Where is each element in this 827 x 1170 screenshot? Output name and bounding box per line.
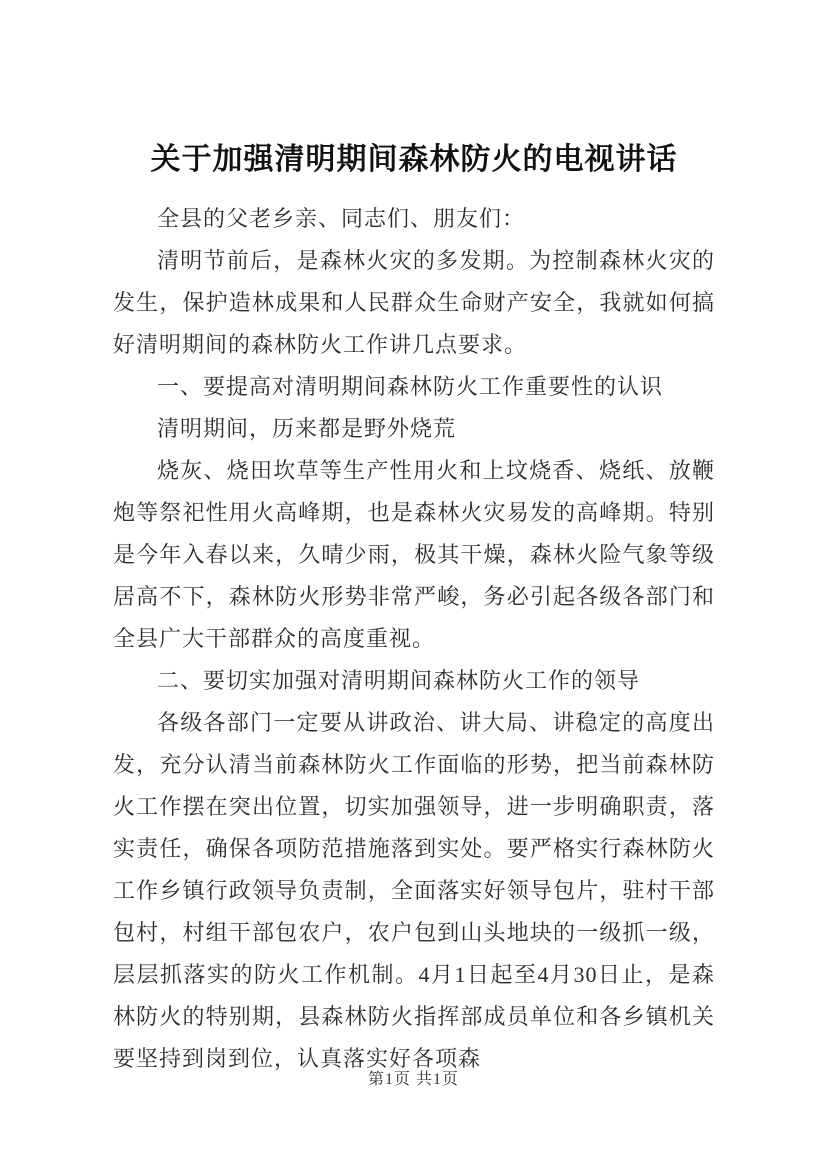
paragraph-section-1-lead: 清明期间，历来都是野外烧荒 — [157, 416, 457, 441]
page-number-label: 第1页 共1页 — [367, 1071, 459, 1088]
paragraph-intro: 清明节前后，是森林火灾的多发期。为控制森林火灾的发生，保护造林成果和人民群众生命财产安全，我就如何搞好清明期间的森林防火工作讲几点要求。 — [113, 248, 715, 357]
paragraph-section-1-heading: 一、要提高对清明期间森林防火工作重要性的认识 — [157, 374, 664, 399]
paragraph-salutation: 全县的父老乡亲、同志们、朋友们： — [157, 206, 526, 231]
paragraph-section-2-body: 各级各部门一定要从讲政治、讲大局、讲稳定的高度出发，充分认清当前森林防火工作面临的形势，把当前森林防火工作摆在突出位置，切实加强领导，进一步明确职责，落实责任，确保各项防范措施落到实处。要严格实行森林防火工作乡镇行政领导负责制，全面落实好领导包片，驻村干部包村，村组干部包农户，农户包到山头地块的一级抓一级，层层抓落实的防火工作机制。4月1日起至4月30日止，是森林防火的特别期，县森林防火指挥部成员单位和各乡镇机关要坚持到岗到位，认真落实好各项森 — [113, 710, 715, 1071]
paragraph-section-2-heading: 二、要切实加强对清明期间森林防火工作的领导 — [157, 668, 641, 693]
document-content — [113, 140, 715, 1080]
paragraph-section-1-body: 烧灰、烧田坎草等生产性用火和上坟烧香、烧纸、放鞭炮等祭祀性用火高峰期，也是森林火灾易发的高峰期。特别是今年入春以来，久晴少雨，极其干燥，森林火险气象等级居高不下，森林防火形势非常严峻，务必引起各级各部门和全县广大干部群众的高度重视。 — [113, 458, 715, 651]
document-title: 关于加强清明期间森林防火的电视讲话 — [150, 143, 678, 176]
page-footer — [0, 1066, 827, 1089]
